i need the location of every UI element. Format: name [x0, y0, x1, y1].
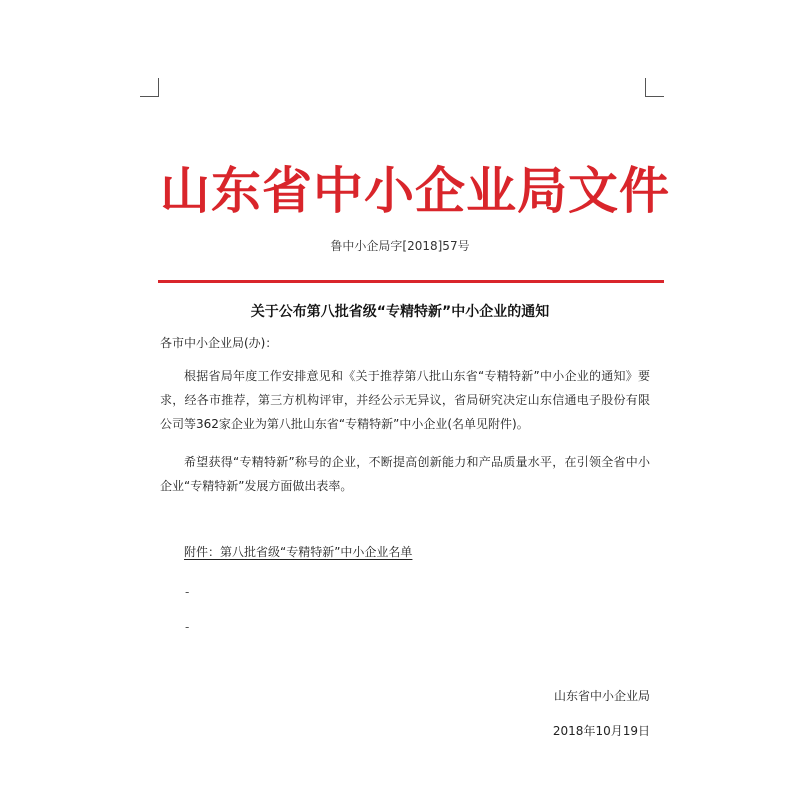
crop-mark-top-left — [140, 78, 159, 97]
document-number: 鲁中小企局字[2018]57号 — [330, 239, 470, 253]
body-paragraph-1: 根据省局年度工作安排意见和《关于推荐第八批山东省“专精特新”中小企业的通知》要求，经各市推荐，第三方机构评审，并经公示无异议，省局研究决定山东信通电子股份有限公司等362家企业为第八批山东省“专精特新”中小企业(名单见附件)。 — [160, 369, 650, 431]
notice-title: 关于公布第八批省级“专精特新”中小企业的通知 — [250, 304, 550, 320]
document-masthead: 山东省中小企业局文件 — [160, 161, 670, 220]
salutation: 各市中小企业局(办)： — [160, 336, 278, 350]
issue-date: 2018年10月19日 — [552, 724, 650, 738]
red-divider-line — [158, 280, 664, 283]
placeholder-dash-2: - — [185, 620, 190, 634]
issuer-signature: 山东省中小企业局 — [553, 689, 650, 703]
body-paragraph-2: 希望获得“专精特新”称号的企业，不断提高创新能力和产品质量水平，在引领全省中小企业“专精特新”发展方面做出表率。 — [160, 455, 650, 493]
crop-mark-top-right — [645, 78, 664, 97]
placeholder-dash-1: - — [185, 585, 190, 599]
attachment-link[interactable]: 附件：第八批省级“专精特新”中小企业名单 — [184, 545, 413, 559]
